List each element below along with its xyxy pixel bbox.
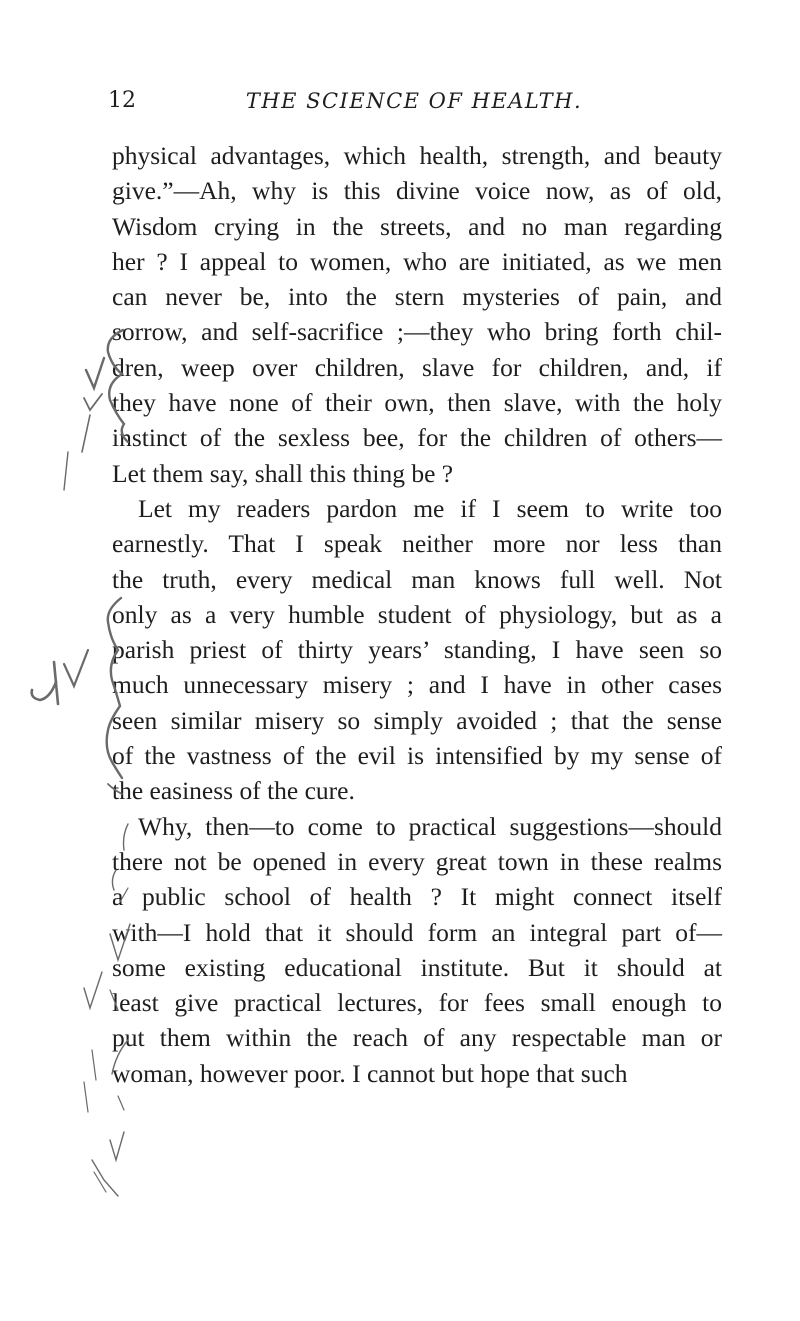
- running-title: THE SCIENCE OF HEALTH.: [245, 89, 583, 113]
- text-line: only as a very humble student of physiology, but as a: [112, 599, 722, 629]
- margin-pencil-stroke: [112, 1040, 128, 1074]
- margin-pencil-stroke: [124, 824, 129, 850]
- margin-pencil-stroke: [84, 1082, 88, 1112]
- text-line: parish priest of thirty years’ standing, I have seen so: [112, 635, 722, 665]
- text-line: of the vastness of the evil is intensified by my sense of: [112, 741, 722, 771]
- margin-pencil-stroke: [108, 784, 122, 794]
- text-line: instinct of the sexless bee, for the children of others—: [112, 423, 722, 453]
- text-line: the easiness of the cure.: [112, 776, 355, 806]
- margin-pencil-stroke: [120, 888, 128, 902]
- text-line: give.”—Ah, why is this divine voice now, as of old,: [112, 176, 722, 206]
- margin-bracket-mark: [108, 330, 128, 442]
- margin-check-mark: [32, 682, 56, 700]
- text-line: the truth, every medical man knows full well. Not: [112, 564, 722, 594]
- margin-pencil-stroke: [118, 1096, 124, 1110]
- margin-bracket-mark: [107, 598, 122, 778]
- margin-pencil-stroke: [110, 1132, 124, 1160]
- text-line: dren, weep over children, slave for children, and, if: [112, 352, 722, 382]
- margin-pencil-stroke: [110, 990, 118, 1010]
- text-line: much unnecessary misery ; and I have in other cases: [112, 670, 722, 700]
- margin-check-mark: [84, 394, 102, 410]
- text-line: can never be, into the stern mysteries of pain, and: [112, 282, 722, 312]
- text-line: Let them say, shall this thing be ?: [112, 458, 454, 488]
- text-line: some existing educational institute. But it should at: [112, 952, 722, 982]
- text-line: Wisdom crying in the streets, and no man regarding: [112, 211, 722, 241]
- text-line: they have none of their own, then slave, with the holy: [112, 388, 722, 418]
- text-line: her ? I appeal to women, who are initiated, as we men: [112, 246, 722, 276]
- text-line: earnestly. That I speak neither more nor less than: [112, 529, 722, 559]
- margin-pencil-stroke: [64, 452, 68, 490]
- text-line: there not be opened in every great town in these realms: [112, 846, 722, 876]
- margin-pencil-stroke: [112, 870, 116, 890]
- text-line: least give practical lectures, for fees small enough to: [112, 988, 722, 1018]
- text-line: sorrow, and self-sacrifice ;—they who bring forth chil-: [112, 317, 722, 347]
- margin-check-mark: [86, 358, 104, 388]
- text-line: physical advantages, which health, strength, and beauty: [112, 141, 722, 170]
- margin-pencil-stroke: [84, 972, 102, 1008]
- margin-pencil-stroke: [92, 1050, 96, 1080]
- margin-pencil-stroke: [110, 924, 130, 960]
- text-line: put them within the reach of any respectable man or: [112, 1023, 722, 1053]
- text-line: woman, however poor. I cannot but hope that such: [112, 1058, 628, 1088]
- text-line: a public school of health ? It might connect itself: [112, 882, 722, 912]
- margin-check-mark: [64, 650, 88, 686]
- text-line: with—I hold that it should form an integral part of—: [112, 917, 722, 947]
- paragraph-first-line: Why, then—to come to practical suggestions—should: [138, 811, 722, 841]
- margin-pencil-stroke: [94, 1172, 106, 1192]
- margin-pencil-stroke: [82, 415, 90, 452]
- paragraph-first-line: Let my readers pardon me if I seem to write too: [138, 493, 722, 523]
- text-line: seen similar misery so simply avoided ; that the sense: [112, 705, 722, 735]
- page-number: 12: [108, 88, 136, 113]
